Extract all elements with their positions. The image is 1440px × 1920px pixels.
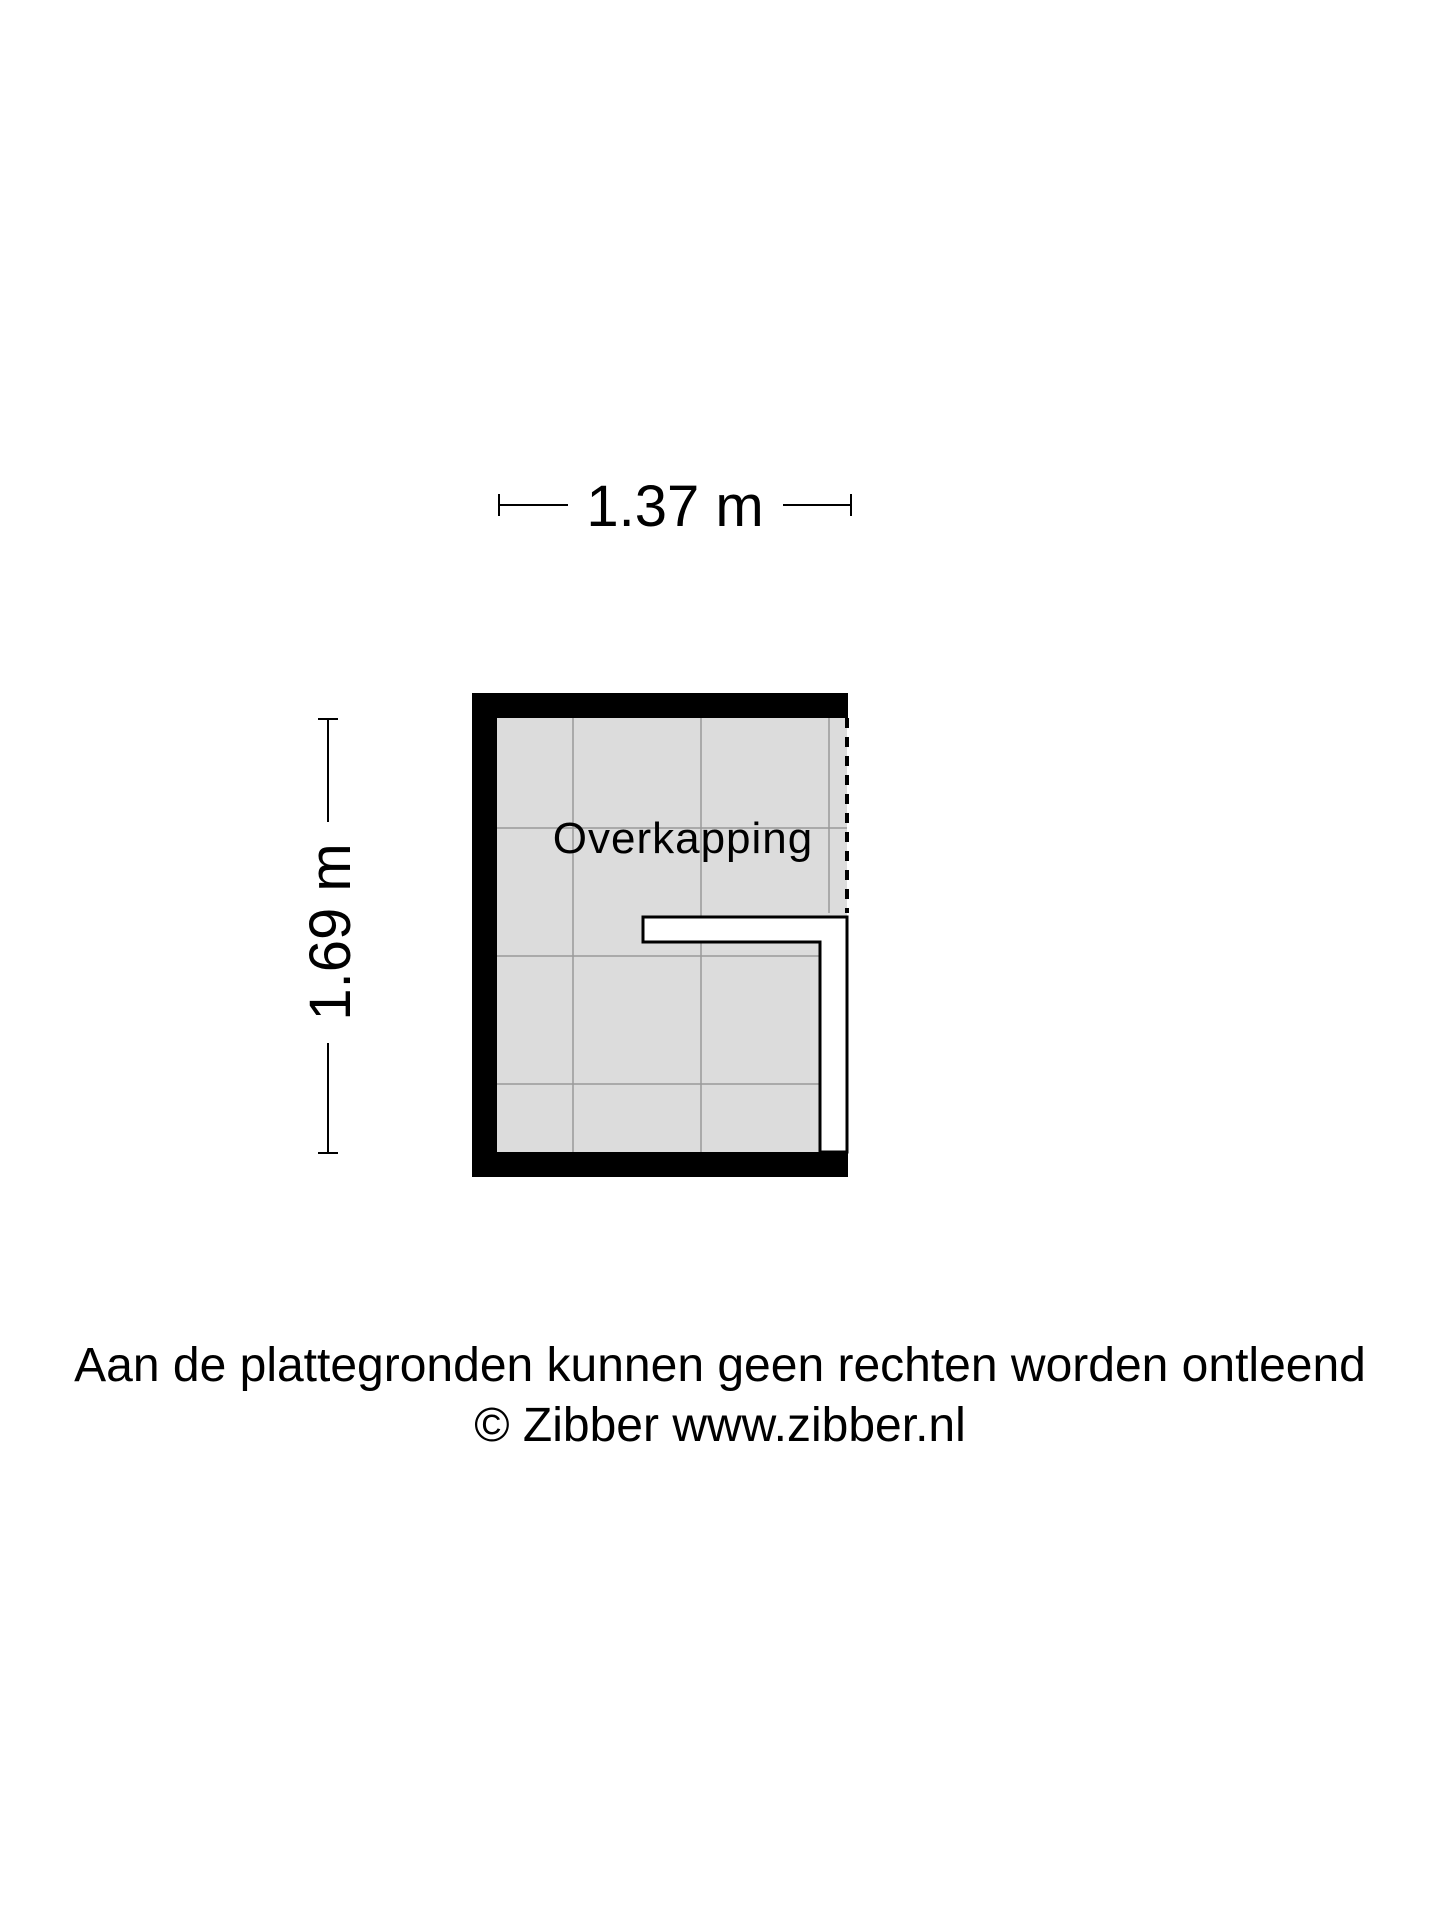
room-overkapping	[472, 693, 848, 1177]
room-label: Overkapping	[552, 814, 814, 863]
width-dimension	[499, 474, 851, 539]
wall-bottom	[472, 1152, 848, 1177]
wall-top	[472, 693, 848, 718]
disclaimer-text: Aan de plattegronden kunnen geen rechten worden ontleend	[74, 1339, 1366, 1392]
partition-wall-horizontal	[643, 917, 847, 942]
partition-wall-vertical	[820, 942, 847, 1152]
copyright-text: © Zibber www.zibber.nl	[474, 1399, 966, 1452]
width-dimension-label: 1.37 m	[586, 474, 764, 539]
wall-right-lower	[846, 1152, 848, 1177]
wall-left	[472, 693, 497, 1177]
partition-wall-joint	[822, 930, 846, 944]
height-dimension-label: 1.69 m	[298, 843, 363, 1021]
height-dimension	[298, 719, 363, 1153]
